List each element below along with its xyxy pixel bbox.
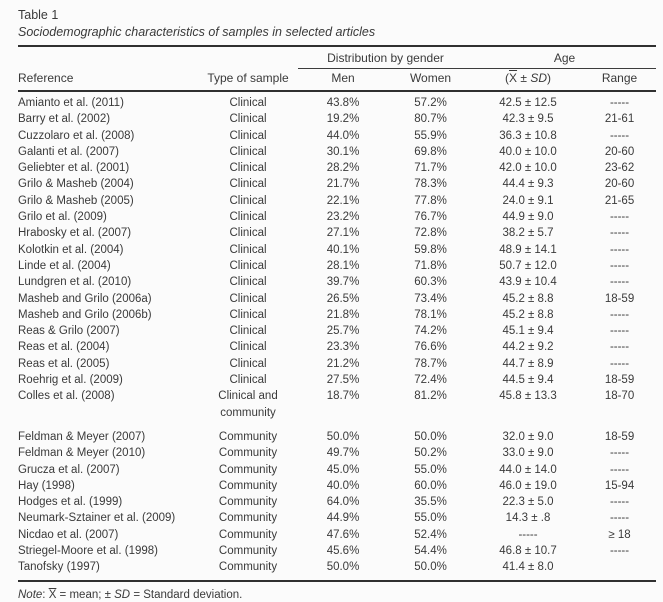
cell-women: 72.4%: [414, 374, 447, 387]
cell-type: Clinical: [229, 243, 267, 256]
cell-type: Clinical: [229, 341, 267, 354]
cell-men: 22.1%: [326, 194, 360, 207]
cell-reference: Masheb and Grilo (2006b): [18, 308, 152, 321]
cell-reference: Hodges et al. (1999): [18, 496, 123, 509]
table-row: [18, 478, 656, 494]
cell-type: Clinical: [229, 162, 267, 175]
cell-type: Clinical: [229, 325, 267, 338]
cell-men: 18.7%: [326, 390, 360, 403]
cell-mean-sd: 14.3 ± .8: [505, 512, 551, 525]
cell-men: 47.6%: [326, 528, 360, 541]
cell-reference: Nicdao et al. (2007): [18, 528, 119, 541]
cell-men: 64.0%: [326, 496, 360, 509]
cell-type: Clinical: [229, 227, 267, 240]
cell-range: -----: [609, 341, 630, 354]
cell-reference: Striegel-Moore et al. (1998): [18, 545, 158, 558]
spanner-gender: Distribution by gender: [298, 46, 473, 69]
cell-men: 44.9%: [326, 512, 360, 525]
cell-women: 54.4%: [414, 545, 447, 558]
cell-type: Community: [218, 479, 278, 492]
table-row: [18, 193, 656, 209]
header-men: Men: [298, 69, 388, 92]
cell-women: 74.2%: [414, 325, 447, 338]
mean-paren-close: ): [546, 71, 551, 85]
table-row: [18, 323, 656, 339]
table-body: [18, 91, 656, 581]
cell-mean-sd: 46.8 ± 10.7: [499, 545, 557, 558]
header-range: Range: [583, 69, 656, 92]
table-row: [18, 510, 656, 526]
cell-mean-sd: 32.0 ± 9.0: [502, 430, 554, 443]
cell-type: Clinical: [229, 374, 267, 387]
header-mean-sd: [473, 69, 583, 92]
cell-range: -----: [609, 325, 630, 338]
cell-men: 45.0%: [326, 463, 360, 476]
table-row: [18, 291, 656, 307]
mean-sd-symbol: SD: [530, 71, 547, 85]
cell-range: 20-60: [604, 178, 635, 191]
cell-mean-sd: 42.0 ± 10.0: [499, 162, 557, 175]
cell-range: [583, 559, 656, 580]
cell-mean-sd: 44.5 ± 9.4: [502, 374, 554, 387]
note-mean-text: = mean; ±: [56, 588, 115, 601]
cell-reference: Reas et al. (2005): [18, 357, 110, 370]
table-row: [18, 462, 656, 478]
table-row: [18, 258, 656, 274]
note-label: Note: [18, 588, 43, 601]
cell-mean-sd: 44.4 ± 9.3: [502, 178, 554, 191]
spanner-empty-reference: [18, 46, 198, 69]
cell-range: -----: [609, 211, 630, 224]
cell-women: 69.8%: [414, 145, 447, 158]
cell-reference: Barry et al. (2002): [18, 113, 111, 126]
note-sd-text: = Standard deviation.: [130, 588, 243, 601]
cell-range: 18-59: [604, 292, 635, 305]
cell-women: 73.4%: [414, 292, 447, 305]
cell-range: -----: [609, 259, 630, 272]
table-row: [18, 372, 656, 388]
cell-reference: Hay (1998): [18, 479, 75, 492]
cell-men: 30.1%: [326, 145, 360, 158]
cell-reference: Grilo et al. (2009): [18, 211, 107, 224]
table-row: [18, 160, 656, 176]
cell-reference: Hrabosky et al. (2007): [18, 227, 132, 240]
mean-x-bar-symbol: $\overline{X}$: [509, 71, 518, 85]
table-row: [18, 388, 656, 421]
spanner-empty-type: [198, 46, 298, 69]
table-row: [18, 307, 656, 323]
table-row: [18, 144, 656, 160]
cell-mean-sd: 45.2 ± 8.8: [502, 308, 554, 321]
cell-reference: Lundgren et al. (2010): [18, 276, 132, 289]
cell-women: 78.1%: [414, 308, 447, 321]
spanner-age: Age: [473, 46, 656, 69]
cell-type: Community: [218, 430, 278, 443]
cell-reference: Grilo & Masheb (2004): [18, 178, 134, 191]
cell-mean-sd: 45.8 ± 13.3: [499, 390, 557, 403]
cell-type: Clinical: [229, 97, 267, 109]
cell-range: 23-62: [604, 162, 635, 175]
cell-mean-sd: 41.4 ± 8.0: [502, 561, 554, 574]
cell-reference: Amianto et al. (2011): [18, 97, 124, 109]
cell-reference: Masheb and Grilo (2006a): [18, 292, 152, 305]
cell-mean-sd: 38.2 ± 5.7: [502, 227, 554, 240]
cell-men: 26.5%: [326, 292, 360, 305]
cell-type: Community: [218, 561, 278, 574]
cell-men: 25.7%: [326, 325, 360, 338]
table-row: [18, 91, 656, 111]
table-row: [18, 559, 656, 580]
cell-women: 55.0%: [414, 512, 447, 525]
mean-plus-minus: ±: [517, 71, 531, 85]
cell-type: Clinical: [229, 357, 267, 370]
cell-reference: Kolotkin et al. (2004): [18, 243, 124, 256]
table-row: [18, 527, 656, 543]
cell-men: 21.2%: [326, 357, 360, 370]
cell-women: 78.7%: [414, 357, 447, 370]
cell-reference: Feldman & Meyer (2007): [18, 430, 146, 443]
cell-range: -----: [609, 129, 630, 142]
cell-range: 21-61: [604, 113, 635, 126]
cell-range: 15-94: [604, 479, 635, 492]
cell-type: Community: [218, 447, 278, 460]
cell-type: Community: [218, 496, 278, 509]
cell-women: 55.0%: [414, 463, 447, 476]
cell-women: 76.7%: [414, 211, 447, 224]
cell-range: -----: [609, 447, 630, 460]
cell-women: 76.6%: [414, 341, 447, 354]
cell-men: 21.8%: [326, 308, 360, 321]
note-x-bar-symbol: $\overline{X}$: [48, 588, 57, 601]
cell-type: Community: [218, 545, 278, 558]
cell-reference: Roehrig et al. (2009): [18, 374, 123, 387]
cell-men: 23.2%: [326, 211, 360, 224]
cell-reference: Linde et al. (2004): [18, 259, 111, 272]
cell-type: Clinical: [229, 129, 267, 142]
cell-women: 60.3%: [414, 276, 447, 289]
cell-reference: Grucza et al. (2007): [18, 463, 120, 476]
cell-men: 45.6%: [326, 545, 360, 558]
cell-men: 21.7%: [326, 178, 360, 191]
cell-mean-sd: 36.3 ± 10.8: [499, 129, 557, 142]
table-row: [18, 445, 656, 461]
cell-men: 50.0%: [326, 430, 360, 443]
cell-reference: Geliebter et al. (2001): [18, 162, 130, 175]
spanner-header-row: [18, 46, 656, 69]
cell-men: 40.1%: [326, 243, 360, 256]
cell-mean-sd: 46.0 ± 19.0: [499, 479, 557, 492]
cell-type: Community: [218, 528, 278, 541]
sociodemographic-table: [18, 45, 656, 582]
cell-range: -----: [609, 243, 630, 256]
cell-mean-sd: 45.1 ± 9.4: [502, 325, 554, 338]
cell-mean-sd: 42.3 ± 9.5: [502, 113, 554, 126]
table-row: [18, 225, 656, 241]
cell-women: 50.0%: [414, 430, 447, 443]
cell-men: 43.8%: [326, 97, 360, 109]
cell-mean-sd: 33.0 ± 9.0: [502, 447, 554, 460]
table-row: [18, 176, 656, 192]
cell-women: 55.9%: [414, 129, 447, 142]
cell-mean-sd: -----: [518, 528, 538, 541]
cell-reference: Tanofsky (1997): [18, 561, 100, 574]
cell-reference: Feldman & Meyer (2010): [18, 447, 146, 460]
table-row: [18, 128, 656, 144]
cell-mean-sd: 50.7 ± 12.0: [499, 259, 557, 272]
cell-men: 44.0%: [326, 129, 360, 142]
cell-mean-sd: 44.0 ± 14.0: [499, 463, 557, 476]
table-row: [18, 209, 656, 225]
cell-range: -----: [609, 308, 630, 321]
table-row: [18, 421, 656, 445]
cell-mean-sd: 44.9 ± 9.0: [502, 211, 554, 224]
cell-men: 39.7%: [326, 276, 360, 289]
cell-women: 80.7%: [414, 113, 447, 126]
cell-reference: Reas et al. (2004): [18, 341, 110, 354]
cell-mean-sd: 44.2 ± 9.2: [502, 341, 554, 354]
header-type-of-sample: Type of sample: [198, 69, 298, 92]
cell-mean-sd: 42.5 ± 12.5: [499, 97, 557, 109]
cell-mean-sd: 24.0 ± 9.1: [502, 194, 554, 207]
table-number: Table 1: [18, 8, 59, 22]
cell-men: 49.7%: [326, 447, 360, 460]
cell-mean-sd: 44.7 ± 8.9: [502, 357, 554, 370]
cell-men: 28.2%: [326, 162, 360, 175]
cell-men: 23.3%: [326, 341, 360, 354]
cell-men: 19.2%: [326, 113, 360, 126]
cell-women: 77.8%: [414, 194, 447, 207]
cell-type: Clinical: [229, 276, 267, 289]
cell-range: -----: [609, 512, 630, 525]
cell-reference: Reas & Grilo (2007): [18, 325, 120, 338]
cell-range: -----: [609, 463, 630, 476]
table-row: [18, 339, 656, 355]
cell-range: -----: [609, 357, 630, 370]
cell-women: 72.8%: [414, 227, 447, 240]
cell-women: 78.3%: [414, 178, 447, 191]
cell-women: 59.8%: [414, 243, 447, 256]
header-reference: Reference: [18, 69, 198, 92]
cell-women: 71.7%: [414, 162, 447, 175]
cell-range: 18-59: [604, 374, 635, 387]
cell-reference: Neumark-Sztainer et al. (2009): [18, 512, 176, 525]
cell-range: 18-70: [604, 390, 635, 403]
table-row: [18, 242, 656, 258]
cell-men: 27.1%: [326, 227, 360, 240]
cell-type: Clinical: [229, 292, 267, 305]
cell-range: 21-65: [604, 194, 635, 207]
cell-women: 52.4%: [414, 528, 447, 541]
cell-range: 20-60: [604, 145, 635, 158]
table-row: [18, 356, 656, 372]
cell-type: Clinical: [229, 308, 267, 321]
cell-women: 50.0%: [414, 561, 447, 574]
cell-mean-sd: 40.0 ± 10.0: [499, 145, 557, 158]
cell-men: 27.5%: [326, 374, 360, 387]
table-row: [18, 543, 656, 559]
cell-mean-sd: 48.9 ± 14.1: [499, 243, 557, 256]
column-header-row: [18, 69, 656, 92]
cell-type: Clinical: [229, 194, 267, 207]
table-row: [18, 274, 656, 290]
note-sd-symbol: SD: [114, 588, 131, 601]
cell-type: Clinical: [229, 259, 267, 272]
cell-men: 50.0%: [326, 561, 360, 574]
cell-type: Clinical: [229, 178, 267, 191]
cell-type: Clinical: [229, 113, 267, 126]
cell-women: 60.0%: [414, 479, 447, 492]
cell-mean-sd: 43.9 ± 10.4: [499, 276, 557, 289]
cell-range: -----: [609, 97, 630, 109]
note-colon: :: [42, 588, 49, 601]
cell-range: ≥ 18: [608, 528, 631, 541]
cell-men: 28.1%: [326, 259, 360, 272]
table-row: [18, 111, 656, 127]
cell-women: 57.2%: [414, 97, 447, 109]
header-women: Women: [388, 69, 473, 92]
cell-range: 18-59: [604, 430, 635, 443]
cell-type: Community: [218, 463, 278, 476]
cell-range: -----: [609, 496, 630, 509]
cell-mean-sd: 45.2 ± 8.8: [502, 292, 554, 305]
cell-women: 50.2%: [414, 447, 447, 460]
cell-type: Community: [218, 512, 278, 525]
cell-women: 81.2%: [414, 390, 447, 403]
cell-reference: Cuzzolaro et al. (2008): [18, 129, 135, 142]
cell-range: -----: [609, 276, 630, 289]
cell-range: -----: [609, 545, 630, 558]
cell-mean-sd: 22.3 ± 5.0: [502, 496, 554, 509]
cell-reference: Colles et al. (2008): [18, 390, 115, 403]
cell-type: Clinical: [229, 211, 267, 224]
cell-type: Clinical: [229, 145, 267, 158]
cell-type: Clinical and community: [218, 390, 278, 419]
cell-women: 35.5%: [414, 496, 447, 509]
table-caption: Sociodemographic characteristics of samples in selected articles: [18, 25, 376, 39]
cell-reference: Galanti et al. (2007): [18, 145, 120, 158]
cell-range: -----: [609, 227, 630, 240]
mean-paren-open: (: [505, 71, 510, 85]
cell-reference: Grilo & Masheb (2005): [18, 194, 134, 207]
cell-men: 40.0%: [326, 479, 360, 492]
table-row: [18, 494, 656, 510]
table-note: [18, 588, 656, 602]
cell-women: 71.8%: [414, 259, 447, 272]
